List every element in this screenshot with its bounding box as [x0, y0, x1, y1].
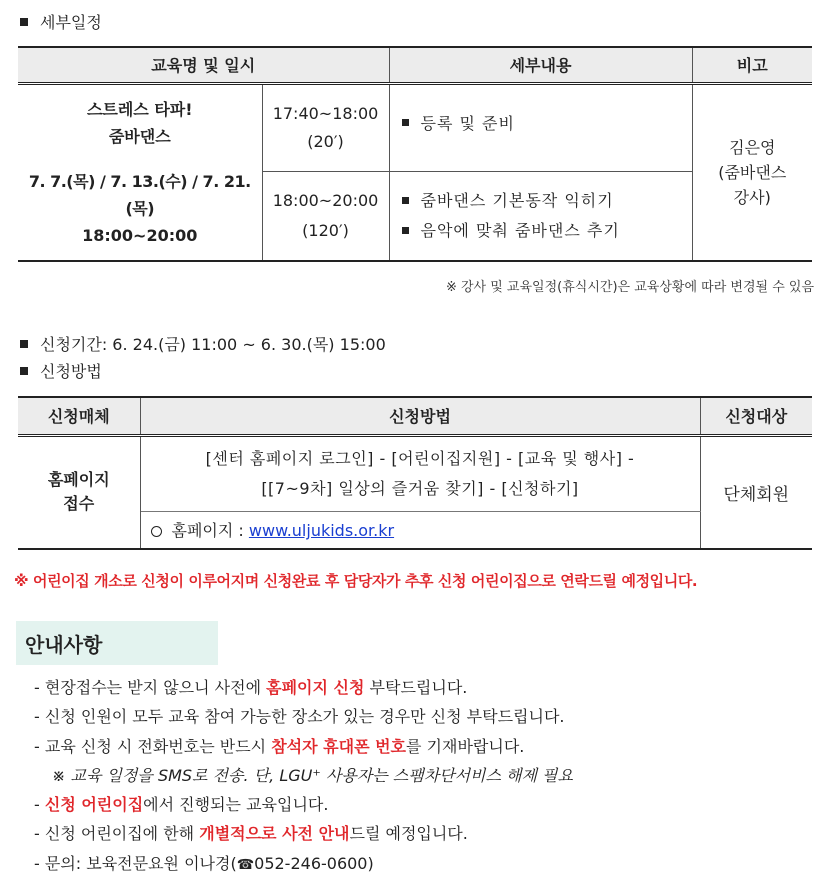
square-bullet-icon [20, 340, 28, 348]
remark-name: 김은영 [729, 137, 776, 157]
remark-role-line2: 강사) [733, 187, 771, 207]
circle-bullet-icon [151, 526, 162, 537]
red-notice: ※ 어린이집 개소로 신청이 이루어지며 신청완료 후 담당자가 추후 신청 어린이집으로 연락드릴 예정입니다. [14, 572, 698, 590]
medium-line2: 접수 [63, 494, 95, 514]
homepage-cell [140, 511, 700, 549]
slot2-details-cell [389, 171, 692, 261]
notice-emphasis: 참석자 휴대폰 번호 [271, 737, 407, 756]
col-header-program: 교육명 및 일시 [18, 47, 389, 83]
notice-item: - 신청 인원이 모두 교육 참여 가능한 장소가 있는 경우만 신청 부탁드립니다. [34, 707, 565, 726]
application-period [20, 332, 386, 355]
notice-subnote: ※ 교육 일정을 SMS로 전송. 단, LGU⁺ 사용자는 스팸차단서비스 해제 필요 [52, 766, 573, 785]
homepage-label: 홈페이지 : [171, 521, 244, 541]
remark-cell [692, 83, 812, 261]
square-bullet-icon [20, 367, 28, 375]
notice-emphasis: 홈페이지 신청 [266, 678, 365, 697]
medium-cell [18, 435, 140, 549]
list-item: 줌바댄스 기본동작 익히기 [402, 186, 692, 216]
steps-line2: [[7~9차] 일상의 즐거움 찾기] - [신청하기] [261, 478, 579, 498]
section-title-method [20, 359, 102, 382]
schedule-note: ※ 강사 및 교육일정(휴식시간)은 교육상황에 따라 변경될 수 있음 [445, 280, 814, 295]
notice-item: - 신청 어린이집에 한해 개별적으로 사전 안내드릴 예정입니다. [34, 824, 468, 843]
remark-role-line1: (줌바댄스 [718, 162, 787, 182]
steps-line1: [센터 홈페이지 로그인] - [어린이집지원] - [교육 및 행사] - [205, 448, 635, 468]
slot1-details-cell [389, 83, 692, 171]
program-time: 18:00~20:00 [82, 225, 198, 245]
section-title-schedule [20, 10, 102, 33]
program-title-line2: 줌바댄스 [108, 126, 171, 146]
program-title-line1: 스트레스 타파! [86, 99, 193, 119]
program-dates: 7. 7.(목) / 7. 13.(수) / 7. 21.(목) [28, 171, 251, 218]
program-cell [18, 83, 262, 261]
square-bullet-icon [402, 197, 409, 204]
medium-line1: 홈페이지 [47, 470, 110, 490]
section-title-method-text: 신청방법 [40, 362, 102, 381]
schedule-table [18, 46, 812, 262]
col-header-method: 신청방법 [140, 397, 700, 435]
notice-title: 안내사항 [16, 621, 218, 665]
square-bullet-icon [402, 227, 409, 234]
list-item: 음악에 맞춰 줌바댄스 추기 [402, 216, 692, 246]
col-header-medium: 신청매체 [18, 397, 140, 435]
col-header-details: 세부내용 [389, 47, 692, 83]
list-item: 등록 및 준비 [402, 111, 692, 134]
slot2-time: 18:00~20:00 [272, 190, 379, 210]
notice-emphasis: 신청 어린이집 [44, 795, 144, 814]
col-header-remark: 비고 [692, 47, 812, 83]
notice-item: - 교육 신청 시 전화번호는 반드시 참석자 휴대폰 번호를 기재바랍니다. [34, 737, 525, 756]
notice-emphasis: 개별적으로 사전 안내 [199, 824, 350, 843]
application-period-text: 신청기간: 6. 24.(금) 11:00 ~ 6. 30.(목) 15:00 [40, 335, 386, 354]
slot2-duration: (120′) [302, 220, 349, 240]
col-header-target: 신청대상 [700, 397, 812, 435]
slot1-time-cell [262, 83, 389, 171]
homepage-link[interactable]: www.uljukids.or.kr [248, 521, 395, 541]
slot2-time-cell [262, 171, 389, 261]
phone-icon: ☎ [236, 857, 255, 873]
slot1-duration: (20′) [307, 131, 344, 151]
square-bullet-icon [402, 119, 409, 126]
steps-cell [140, 435, 700, 511]
application-table [18, 396, 812, 550]
target-cell: 단체회원 [700, 435, 812, 549]
slot1-time: 17:40~18:00 [272, 103, 379, 123]
notice-item: - 신청 어린이집에서 진행되는 교육입니다. [34, 795, 329, 814]
notice-item-contact: - 문의: 보육전문요원 이나경(☎052-246-0600) [34, 854, 374, 873]
notice-item: - 현장접수는 받지 않으니 사전에 홈페이지 신청 부탁드립니다. [34, 678, 468, 697]
square-bullet-icon [20, 18, 28, 26]
section-title-text: 세부일정 [40, 13, 102, 32]
